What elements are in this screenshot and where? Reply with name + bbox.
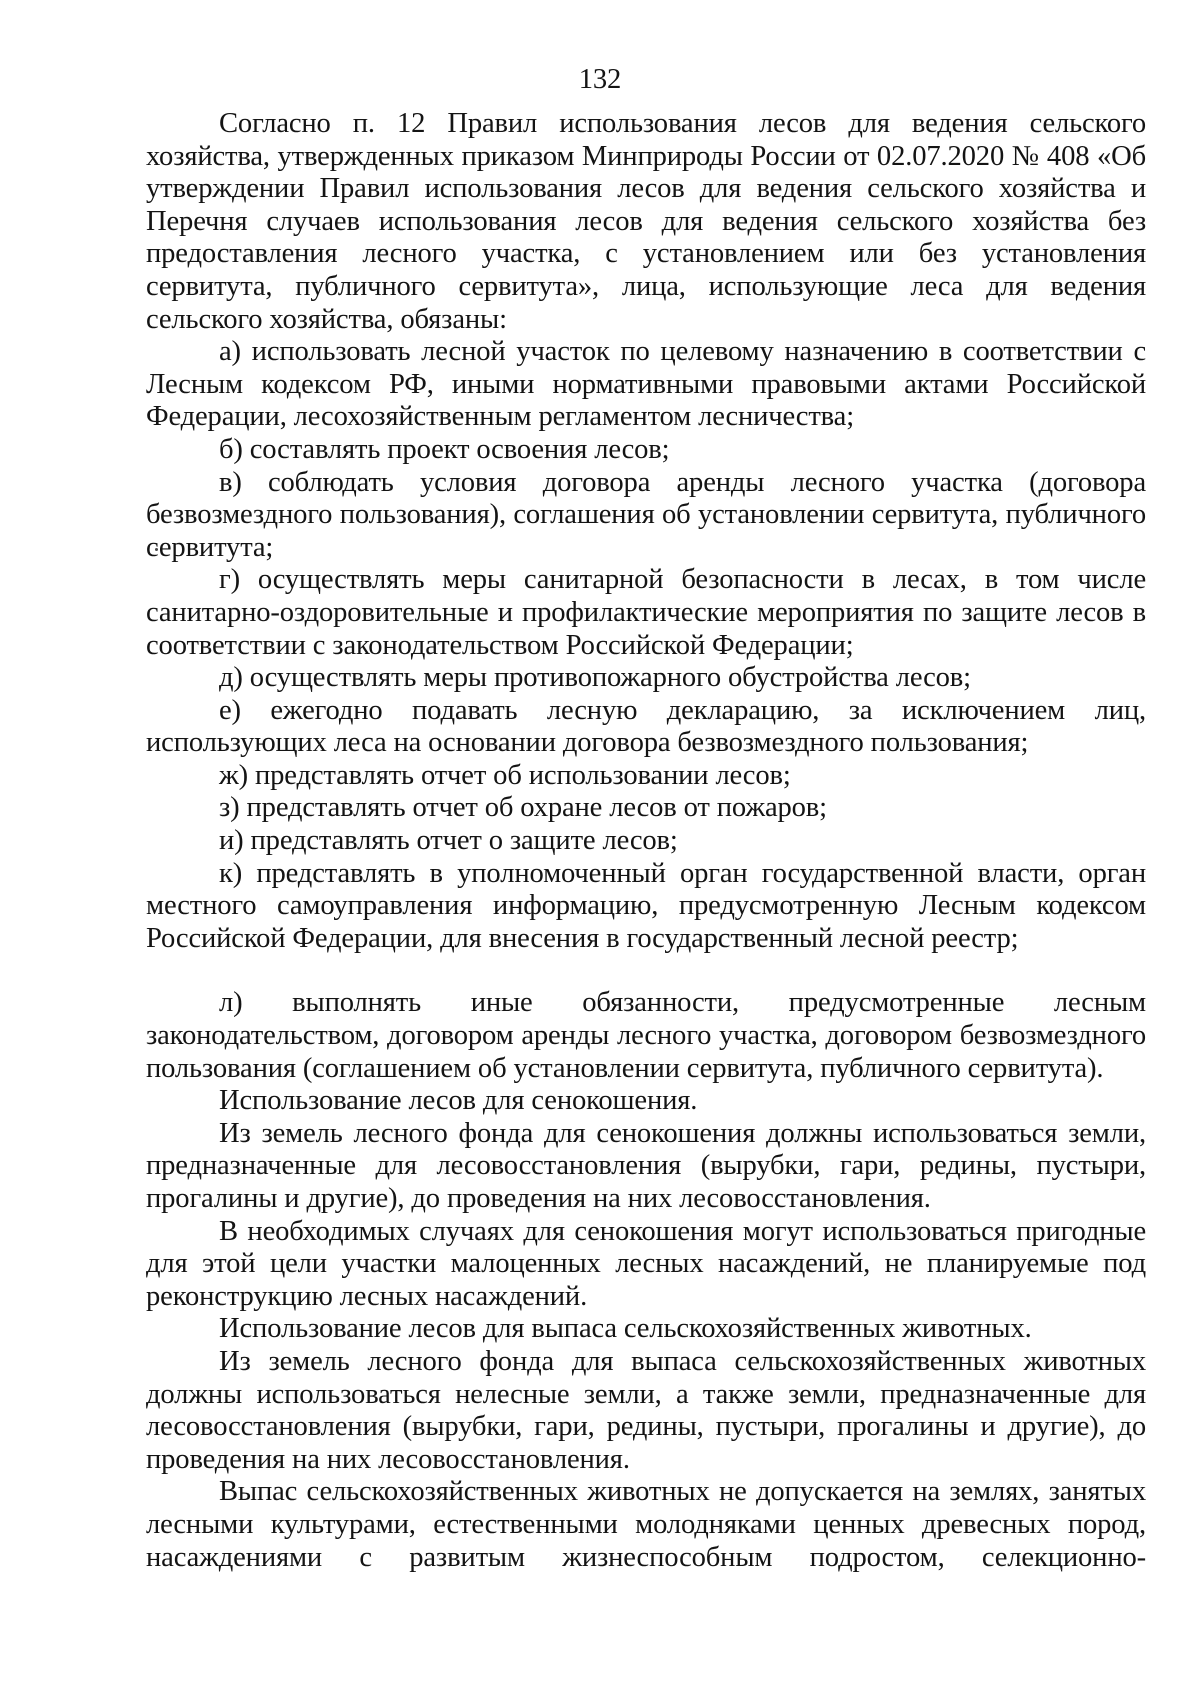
paragraph-item-g: г) осуществлять меры санитарной безопасности в лесах, в том числе санитарно-оздоровительные и профилактические мероприятия по защите лесов в соответствии с законодательством Российской Федерации; (146, 564, 1146, 661)
paragraph-intro: Согласно п. 12 Правил использования лесов для ведения сельского хозяйства, утвержденных приказом Минприроды России от 02.07.2020 № 408 «Об утверждении Правил использования лесов для ведения сельского хозяйства и Перечня случаев использования лесов для ведения сельского хозяйства без предоставления лесного участка, с установлением или без установления сервитута, публичного сервитута», лица, использующие леса для ведения сельского хозяйства, обязаны: (146, 108, 1146, 335)
paragraph-grazing-restrictions: Выпас сельскохозяйственных животных не допускается на землях, занятых лесными культурами, естественными молодняками ценных древесных пород, насаждениями с развитым жизнеспособным подростом, селекционно- (146, 1476, 1146, 1573)
paragraph-item-v: в) соблюдать условия договора аренды лесного участка (договора безвозмездного пользования), соглашения об установлении сервитута, публичного сервитута; (146, 466, 1146, 563)
section-heading-grazing: Использование лесов для выпаса сельскохозяйственных животных. (219, 1313, 1032, 1345)
paragraph-haymaking-lands: Из земель лесного фонда для сенокошения должны использоваться земли, предназначенные для лесовосстановления (вырубки, гари, редины, пустыри, прогалины и другие), до проведения на них лесовосстановления. (146, 1117, 1146, 1214)
paragraph-item-zh: ж) представлять отчет об использовании лесов; (219, 759, 791, 791)
page-number: 132 (578, 64, 622, 95)
paragraph-grazing-lands: Из земель лесного фонда для выпаса сельскохозяйственных животных должны использоваться нелесные земли, а также земли, предназначенные для лесовосстановления (вырубки, гари, редины, пустыри, прогалины и другие), до проведения на них лесовосстановления. (146, 1345, 1146, 1475)
section-heading-haymaking: Использование лесов для сенокошения. (219, 1085, 698, 1117)
paragraph-haymaking-plots: В необходимых случаях для сенокошения могут использоваться пригодные для этой цели участки малоценных лесных насаждений, не планируемые под реконструкцию лесных насаждений. (146, 1215, 1146, 1312)
paragraph-item-k: к) представлять в уполномоченный орган государственной власти, орган местного самоуправления информацию, предусмотренную Лесным кодексом Российской Федерации, для внесения в государственный лесной реестр; (146, 857, 1146, 954)
paragraph-item-d: д) осуществлять меры противопожарного обустройства лесов; (219, 662, 971, 694)
paragraph-item-z: з) представлять отчет об охране лесов от пожаров; (219, 792, 827, 824)
paragraph-item-a: а) использовать лесной участок по целевому назначению в соответствии с Лесным кодексом РФ, иными нормативными правовыми актами Российской Федерации, лесохозяйственным регламентом лесничества; (146, 336, 1146, 433)
paragraph-item-e: е) ежегодно подавать лесную декларацию, за исключением лиц, использующих леса на основании договора безвозмездного пользования; (146, 694, 1146, 759)
paragraph-item-l: л) выполнять иные обязанности, предусмотренные лесным законодательством, договором аренды лесного участка, договором безвозмездного пользования (соглашением об установлении сервитута, публичного сервитута). (146, 987, 1146, 1084)
paragraph-item-b: б) составлять проект освоения лесов; (219, 433, 670, 465)
document-body (146, 108, 1146, 1574)
paragraph-item-i: и) представлять отчет о защите лесов; (219, 825, 678, 857)
